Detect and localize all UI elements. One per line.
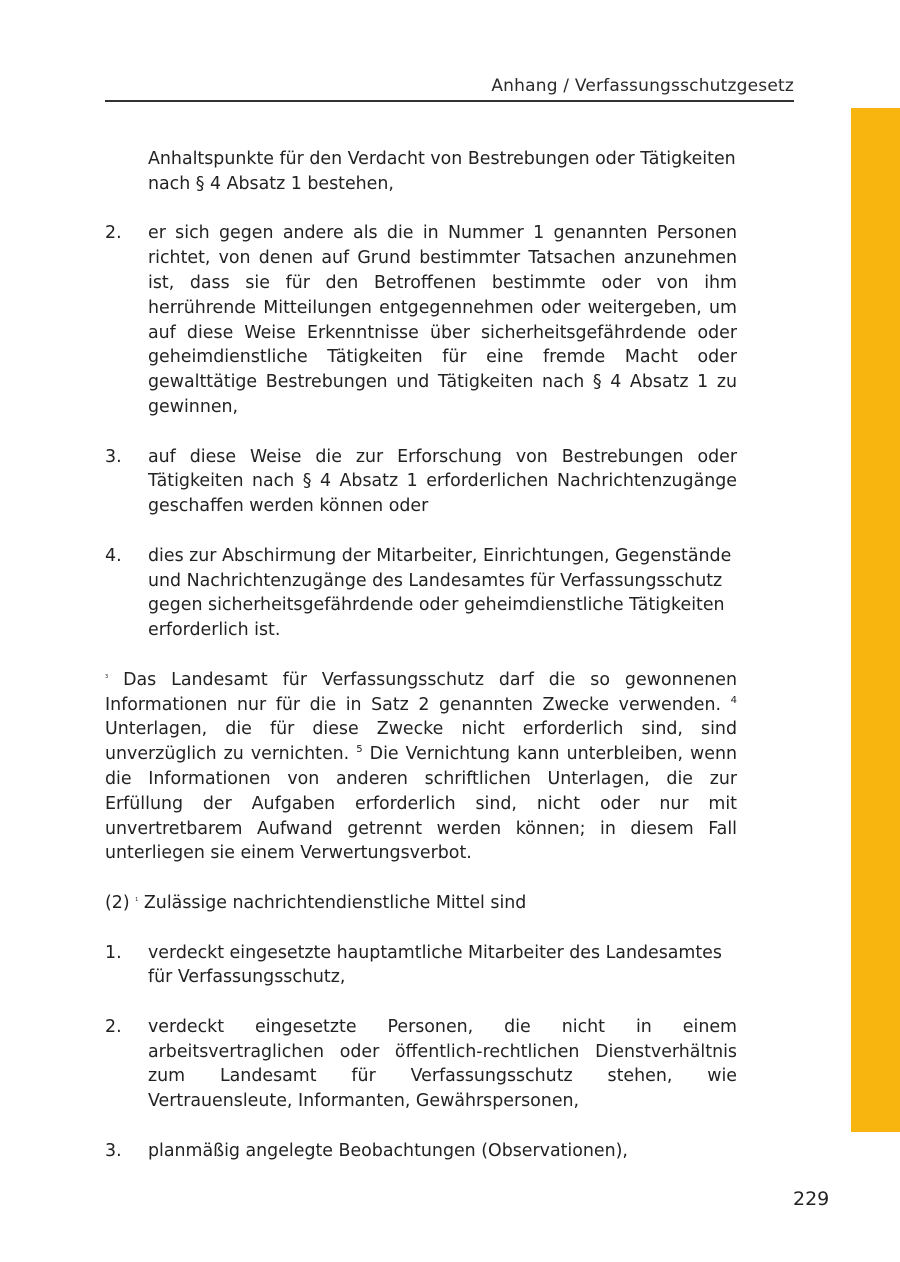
list-item-number: 2. [105,1016,122,1037]
sentence-number: 5 [356,744,363,756]
sentence-text: Die Vernichtung kann unterbleiben, wenn die Informationen von anderen schriftlichen Unterlagen, die zur Erfüllung der Aufgaben erforderlich sind, nicht oder nur mit unvertretbarem Aufwand getrennt werden können; in diesem Fall unterliegen sie einem Verwertungsverbot. [105,744,738,864]
sentence-text: Unterlagen, die für diese Zwecke nicht erforderlich sind, sind unverzüglich zu vernichten. [105,719,737,765]
list-item-text: dies zur Abschirmung der Mitarbeiter, Einrichtungen, Gegenstände und Nachrichtenzugänge des Landesamtes für Verfassungsschutz gegen sicherheitsgefährdende oder geheimdienstliche Tätigkeiten erforderlich ist. [148,545,732,641]
sentence-number: 1 [135,897,139,904]
list-item [105,1139,737,1164]
list-item [105,221,737,419]
sentence-number: 4 [730,694,738,706]
list-item-text: auf diese Weise die zur Erforschung von Bestrebungen oder Tätigkeiten nach § 4 Absatz 1 erforderlichen Nachrichtenzugänge geschaffen werden können oder [148,446,737,517]
list-item-number: 4. [105,545,122,566]
list-item-number: 1. [105,942,122,963]
sentence-number: 3 [105,673,109,680]
running-header: Anhang / Verfassungsschutzgesetz [491,76,794,96]
section-2-intro [105,891,737,916]
list-item-text: planmäßig angelegte Beobachtungen (Observationen), [148,1140,628,1161]
list-item-number: 2. [105,223,122,244]
list-item-text: er sich gegen andere als die in Nummer 1 genannten Personen richtet, von denen auf Grund bestimmter Tatsachen anzunehmen ist, dass sie für den Betroffenen bestimmte oder von ihm herrührende Mitteilungen entgegennehmen oder weitergeben, um auf diese Weise Erkenntnisse über sicherheitsgefährdende oder geheimdienstliche Tätigkeiten für eine fremde Macht oder gewalttätige Bestrebungen und Tätigkeiten nach § 4 Absatz 1 zu gewinnen, [148,223,737,417]
chapter-tab-marker [851,108,900,1132]
section-text: Zulässige nachrichtendienstliche Mittel sind [143,892,527,913]
sentence-paragraph [105,668,737,866]
list-item [105,1015,737,1114]
page-body [105,147,737,1188]
page-number: 229 [793,1188,830,1210]
list-item [105,941,737,991]
list-item-number: 3. [105,1140,122,1161]
list-item [105,445,737,519]
list-item-text: verdeckt eingesetzte hauptamtliche Mitarbeiter des Landesamtes für Verfassungsschutz, [148,942,722,988]
list-item-number: 3. [105,446,122,467]
list-item [105,544,737,643]
sentence-text: Das Landesamt für Verfassungsschutz darf die so gewonnenen Informationen nur für die in Satz 2 genannten Zwecke verwenden. [105,669,738,715]
continuation-text: Anhaltspunkte für den Verdacht von Bestrebungen oder Tätigkeiten nach § 4 Absatz 1 bestehen, [148,149,736,194]
list-item-text: verdeckt eingesetzte Personen, die nicht in einem arbeitsvertraglichen oder öffentlich-rechtlichen Dienstverhältnis zum Landesamt für Verfassungsschutz stehen, wie Vertrauensleute, Informanten, Gewährspersonen, [148,1016,737,1112]
section-label: (2) [105,892,130,913]
header-rule [105,100,794,102]
